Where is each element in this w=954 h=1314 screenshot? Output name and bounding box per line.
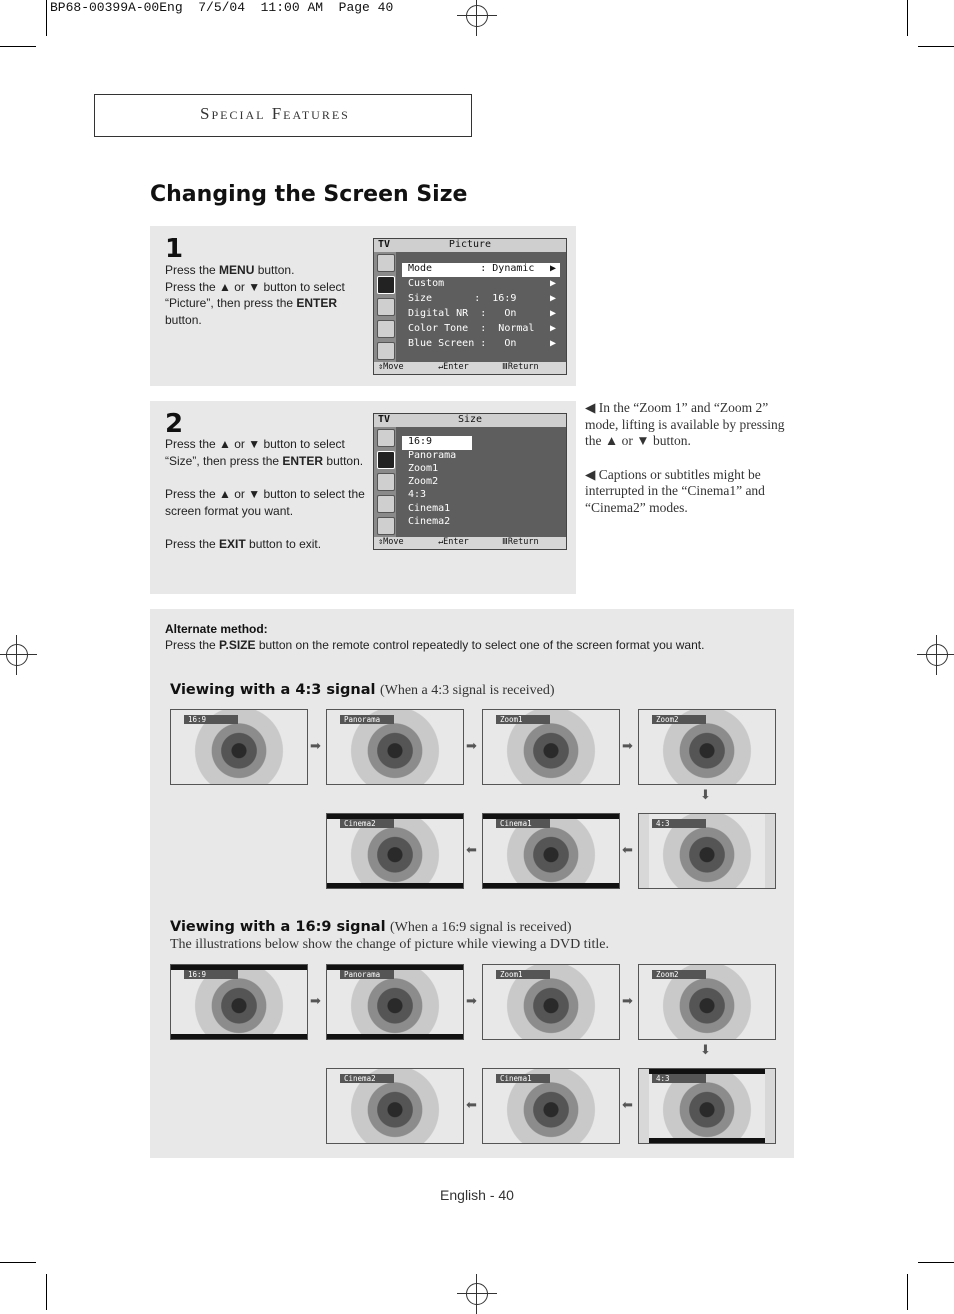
thumb-panorama (326, 709, 464, 785)
mode-label: 16:9 (184, 970, 238, 979)
mode-label: Zoom1 (496, 970, 550, 979)
right-arrow-icon: ➡ (466, 738, 477, 753)
return-hint: ⅢReturn (502, 362, 539, 372)
picture-icon (377, 276, 395, 294)
return-label: Return (507, 537, 539, 547)
osd-tv-label: TV (378, 239, 391, 250)
crop-mark (0, 46, 36, 47)
crop-mark (907, 0, 908, 36)
heading: Viewing with a 16:9 signal (170, 919, 386, 935)
osd-row-text: 4:3 (408, 489, 427, 500)
osd-row-text: 16:9 (408, 436, 433, 447)
step-line (165, 262, 365, 279)
crop-mark (0, 1262, 36, 1263)
thumb-16-9 (170, 709, 308, 785)
enter-label: Enter (443, 362, 469, 372)
mode-label: Zoom2 (652, 970, 706, 979)
thumb-zoom1 (482, 964, 620, 1040)
right-arrow-icon: ▶ (549, 263, 556, 274)
page-footer: English - 40 (440, 1187, 514, 1203)
right-arrow-icon: ➡ (466, 993, 477, 1008)
down-arrow-icon: ⬇ (700, 787, 711, 802)
crop-mark (918, 46, 954, 47)
osd-row-text: Zoom2 (408, 476, 439, 487)
left-arrow-icon: ⬅ (622, 1097, 633, 1112)
text: button. (323, 453, 364, 468)
osd-tv-label: TV (378, 414, 391, 425)
return-hint: ⅢReturn (502, 537, 539, 547)
step-line (165, 436, 365, 469)
enter-key: ENTER (296, 296, 338, 310)
crop-mark (907, 1274, 908, 1310)
right-arrow-icon: ➡ (622, 993, 633, 1008)
osd-header (374, 414, 566, 427)
thumb-4-3 (638, 813, 776, 889)
osd-row[interactable] (408, 476, 560, 490)
mode-label: Cinema2 (340, 1074, 394, 1083)
note-zoom: ◀ In the “Zoom 1” and “Zoom 2” mode, lifting is available by pressing the ▲ or ▼ button. (585, 400, 785, 448)
print-header: BP68-00399A-00Eng 7/5/04 11:00 AM Page 40 (50, 0, 394, 15)
registration-mark (917, 635, 954, 675)
enter-label: Enter (443, 537, 469, 547)
down-arrow-icon: ⬇ (700, 1042, 711, 1057)
thumb-panorama (326, 964, 464, 1040)
osd-row[interactable] (408, 489, 560, 503)
osd-footer (374, 362, 566, 374)
thumb-zoom1 (482, 709, 620, 785)
osd-row[interactable] (408, 516, 560, 530)
input-icon (377, 254, 395, 272)
channel-icon (377, 320, 395, 338)
heading-note: (When a 16:9 signal is received) (390, 920, 572, 935)
thumb-cinema1 (482, 1068, 620, 1144)
text: Press the (165, 537, 220, 551)
right-arrow-icon: ▶ (549, 293, 556, 304)
left-arrow-icon: ⬅ (466, 1097, 477, 1112)
osd-row-text: Cinema2 (408, 516, 451, 527)
osd-row[interactable] (402, 436, 472, 450)
osd-row[interactable] (408, 308, 560, 322)
page-title: Changing the Screen Size (150, 182, 468, 207)
step-2-text (165, 436, 365, 553)
registration-mark (457, 1274, 497, 1314)
channel-icon (377, 495, 395, 513)
osd-row-text: Panorama (408, 450, 457, 461)
mode-label: Cinema1 (496, 1074, 550, 1083)
text: button. (165, 312, 202, 327)
mode-label: Zoom1 (496, 715, 550, 724)
exit-key: EXIT (219, 537, 246, 551)
osd-icon-column (374, 252, 396, 362)
step-2-panel (150, 401, 576, 594)
picture-icon (377, 451, 395, 469)
mode-label: Panorama (340, 715, 394, 724)
osd-row-text: Cinema1 (408, 503, 451, 514)
sound-icon (377, 473, 395, 491)
thumb-zoom2 (638, 709, 776, 785)
mode-label: 4:3 (652, 1074, 706, 1083)
osd-row[interactable] (408, 293, 560, 307)
move-label: Move (383, 537, 404, 547)
right-arrow-icon: ▶ (549, 338, 556, 349)
text: Press the ▲ or ▼ button to select “Picture”, then press the (165, 279, 345, 310)
osd-row[interactable] (408, 503, 560, 517)
osd-row-text: Digital NR : On (408, 308, 517, 319)
osd-footer (374, 537, 566, 549)
crop-mark (46, 0, 47, 36)
alternate-title: Alternate method: (165, 622, 268, 636)
mode-label: Cinema1 (496, 819, 550, 828)
thumb-zoom2 (638, 964, 776, 1040)
osd-title: Picture (448, 239, 492, 250)
text: Press the ▲ or ▼ button to select “Size”, then press the (165, 437, 345, 468)
mode-label: 16:9 (184, 715, 238, 724)
heading: Viewing with a 4:3 signal (170, 682, 376, 698)
step-1-panel (150, 226, 576, 386)
mode-label: Cinema2 (340, 819, 394, 828)
alternate-text (165, 638, 785, 652)
crop-mark (46, 1274, 47, 1310)
heading-note: (When a 4:3 signal is received) (379, 683, 555, 698)
text: button. (254, 263, 295, 277)
registration-mark (0, 635, 37, 675)
psize-key: P.SIZE (219, 638, 256, 652)
step-line (165, 536, 365, 553)
enter-key: ENTER (282, 453, 324, 468)
step-line: Press the ▲ or ▼ button to select the screen format you want. (165, 487, 365, 518)
right-arrow-icon: ➡ (310, 993, 321, 1008)
input-icon (377, 429, 395, 447)
osd-row[interactable] (408, 450, 560, 464)
signal-169-description: The illustrations below show the change of picture while viewing a DVD title. (170, 937, 609, 952)
thumb-cinema2 (326, 813, 464, 889)
move-hint: ⇕Move (378, 362, 404, 372)
osd-row-text: Custom (408, 278, 445, 289)
enter-hint: ↵Enter (438, 537, 469, 547)
alternate-panel (150, 609, 794, 1158)
osd-row[interactable] (408, 463, 560, 477)
osd-header (374, 239, 566, 252)
osd-row-text: Zoom1 (408, 463, 439, 474)
thumb-16-9 (170, 964, 308, 1040)
osd-title: Size (457, 414, 483, 425)
step-number: 1 (165, 234, 184, 264)
step-1-text (165, 262, 365, 328)
setup-icon (377, 342, 395, 360)
right-arrow-icon: ➡ (622, 738, 633, 753)
note-captions: ◀ Captions or subtitles might be interrupted in the “Cinema1” and “Cinema2” modes. (585, 466, 765, 515)
section-title: Special Features (200, 104, 350, 123)
move-hint: ⇕Move (378, 537, 404, 547)
osd-row[interactable] (402, 263, 560, 277)
osd-picture-menu (373, 238, 567, 375)
osd-row-text: Mode : Dynamic (408, 263, 535, 274)
osd-row[interactable] (408, 278, 560, 292)
left-arrow-icon: ⬅ (622, 842, 633, 857)
thumb-cinema2 (326, 1068, 464, 1144)
left-arrow-icon: ⬅ (466, 842, 477, 857)
return-label: Return (507, 362, 539, 372)
setup-icon (377, 517, 395, 535)
signal-169-heading (170, 918, 572, 936)
right-arrow-icon: ▶ (549, 323, 556, 334)
menu-key: MENU (219, 263, 255, 277)
text: Press the (165, 638, 220, 652)
mode-label: 4:3 (652, 819, 706, 828)
text: button on the remote control repeatedly to select one of the screen format you want. (255, 638, 705, 652)
right-arrow-icon: ➡ (310, 738, 321, 753)
side-notes (585, 400, 795, 516)
osd-row[interactable] (408, 338, 560, 352)
mode-label: Zoom2 (652, 715, 706, 724)
thumb-cinema1 (482, 813, 620, 889)
enter-hint: ↵Enter (438, 362, 469, 372)
move-label: Move (383, 362, 404, 372)
osd-row-text: Size : 16:9 (408, 293, 517, 304)
thumb-4-3 (638, 1068, 776, 1144)
right-arrow-icon: ▶ (549, 308, 556, 319)
text: Press the (165, 263, 220, 277)
mode-label: Panorama (340, 970, 394, 979)
osd-icon-column (374, 427, 396, 537)
crop-mark (918, 1262, 954, 1263)
right-arrow-icon: ▶ (549, 278, 556, 289)
osd-row-text: Color Tone : Normal (408, 323, 535, 334)
osd-size-menu (373, 413, 567, 550)
registration-mark (457, 0, 497, 36)
osd-row[interactable] (408, 323, 560, 337)
step-number: 2 (165, 409, 184, 439)
osd-row-text: Blue Screen : On (408, 338, 517, 349)
step-line (165, 279, 365, 329)
sound-icon (377, 298, 395, 316)
text: button to exit. (245, 537, 322, 551)
signal-43-heading (170, 681, 554, 699)
